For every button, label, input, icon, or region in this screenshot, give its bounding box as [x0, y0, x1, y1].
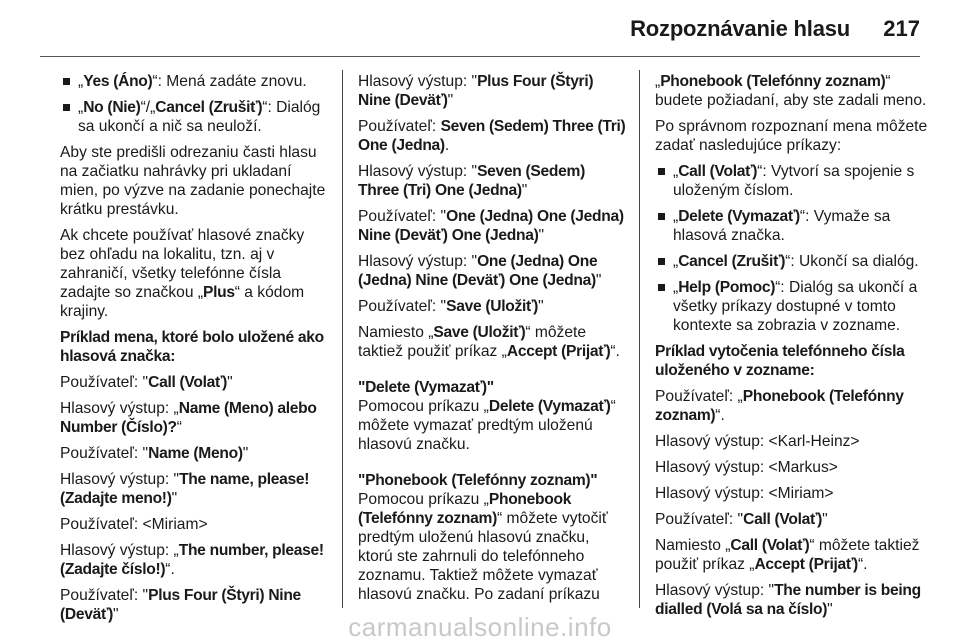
paragraph-commands: Po správnom rozpoznaní mena môžete zadať nasledujúce príkazy:: [655, 118, 928, 154]
page-title: Rozpoznávanie hlasu: [630, 16, 850, 41]
dialog-line: Hlasový výstup: "The name, please! (Zadajte meno!)": [60, 471, 310, 507]
dialog-line: Namiesto „Call (Volať)“ môžete taktiež použiť príkaz „Accept (Prijať)“.: [655, 537, 920, 573]
bullet-no-cancel: „No (Nie)“/„Cancel (Zrušiť)“: Dialóg sa ukončí a nič sa neuloží.: [60, 98, 330, 136]
example-heading-1: Príklad mena, ktoré bolo uložené ako hlasová značka:: [60, 329, 324, 365]
dialog-line: Hlasový výstup: "Plus Four (Štyri) Nine (Deväť)": [358, 73, 594, 109]
paragraph-delete: Pomocou príkazu „Delete (Vymazať)“ môžete vymazať predtým uloženú hlasovú značku.: [358, 398, 616, 453]
column-divider-2: [639, 70, 640, 608]
dialog-line: Hlasový výstup: "The number is being dialled (Volá sa na číslo)": [655, 582, 921, 618]
dialog-line: Používateľ: "One (Jedna) One (Jedna) Nine (Deväť) One (Jedna)": [358, 208, 624, 244]
spacer: [358, 368, 628, 378]
paragraph-plus: Ak chcete používať hlasové značky bez ohľadu na lokalitu, tzn. aj v zahraničí, všetky telefónne čísla zadajte so značkou „Plus“ a kódom krajiny.: [60, 227, 305, 320]
dialog-line: Používateľ: Seven (Sedem) Three (Tri) One (Jedna).: [358, 118, 626, 154]
dialog-line: Hlasový výstup: „Name (Meno) alebo Number (Číslo)?“: [60, 400, 317, 436]
dialog-line: Používateľ: "Save (Uložiť)": [358, 298, 544, 315]
dialog-line: Používateľ: „Phonebook (Telefónny zoznam)“.: [655, 388, 904, 424]
example-heading-2: Príklad vytočenia telefónneho čísla uloženého v zozname:: [655, 343, 905, 379]
spacer: [358, 461, 628, 471]
watermark: carmanualsonline.info: [348, 612, 612, 642]
paragraph-phonebook: Pomocou príkazu „Phonebook (Telefónny zoznam)“ môžete vytočiť predtým uloženú hlasovú značku, ktorú ste zahrnuli do telefónneho zoznamu. Taktiež môžete vymazať hlasovú značku. Po zadaní príkazu: [358, 491, 608, 603]
bullet-yes: „Yes (Áno)“: Mená zadáte znovu.: [60, 72, 330, 91]
page-number: 217: [883, 16, 920, 41]
dialog-line: Používateľ: "Call (Volať)": [60, 374, 233, 391]
column-2: [358, 72, 628, 611]
dialog-line: Používateľ: "Call (Volať)": [655, 511, 828, 528]
column-1: [60, 72, 330, 631]
dialog-line: Hlasový výstup: <Miriam>: [655, 485, 834, 502]
dialog-line: Používateľ: <Miriam>: [60, 516, 208, 533]
bullet-help: „Help (Pomoc)“: Dialóg sa ukončí a všetky príkazy dostupné v tomto kontexte sa zobrazia v zozname.: [655, 278, 930, 335]
dialog-line: Hlasový výstup: <Markus>: [655, 459, 838, 476]
bullet-delete: „Delete (Vymazať)“: Vymaže sa hlasová značka.: [655, 207, 930, 245]
page-header: [0, 0, 960, 60]
column-divider-1: [342, 70, 343, 608]
dialog-line: Hlasový výstup: „The number, please! (Zadajte číslo!)“.: [60, 542, 324, 578]
dialog-line: Namiesto „Save (Uložiť)“ môžete taktiež použiť príkaz „Accept (Prijať)“.: [358, 324, 620, 360]
header-rule: [40, 56, 920, 57]
bullet-call: „Call (Volať)“: Vytvorí sa spojenie s uloženým číslom.: [655, 162, 930, 200]
column-3: [655, 72, 930, 626]
dialog-line: Hlasový výstup: "Seven (Sedem) Three (Tri) One (Jedna)": [358, 163, 585, 199]
dialog-line: Používateľ: "Plus Four (Štyri) Nine (Deväť)": [60, 587, 301, 623]
section-heading-delete: "Delete (Vymazať)": [358, 379, 494, 396]
paragraph-pause: Aby ste predišli odrezaniu časti hlasu na začiatku nahrávky pri ukladaní mien, po výzve na zadanie ponechajte krátku prestávku.: [60, 144, 326, 218]
bullet-cancel: „Cancel (Zrušiť)“: Ukončí sa dialóg.: [655, 252, 930, 271]
paragraph-phonebook-cont: „Phonebook (Telefónny zoznam)“ budete požiadaní, aby ste zadali meno.: [655, 73, 927, 109]
section-heading-phonebook: "Phonebook (Telefónny zoznam)": [358, 472, 598, 489]
dialog-line: Hlasový výstup: "One (Jedna) One (Jedna) Nine (Deväť) One (Jedna)": [358, 253, 602, 289]
dialog-line: Hlasový výstup: <Karl-Heinz>: [655, 433, 860, 450]
dialog-line: Používateľ: "Name (Meno)": [60, 445, 249, 462]
